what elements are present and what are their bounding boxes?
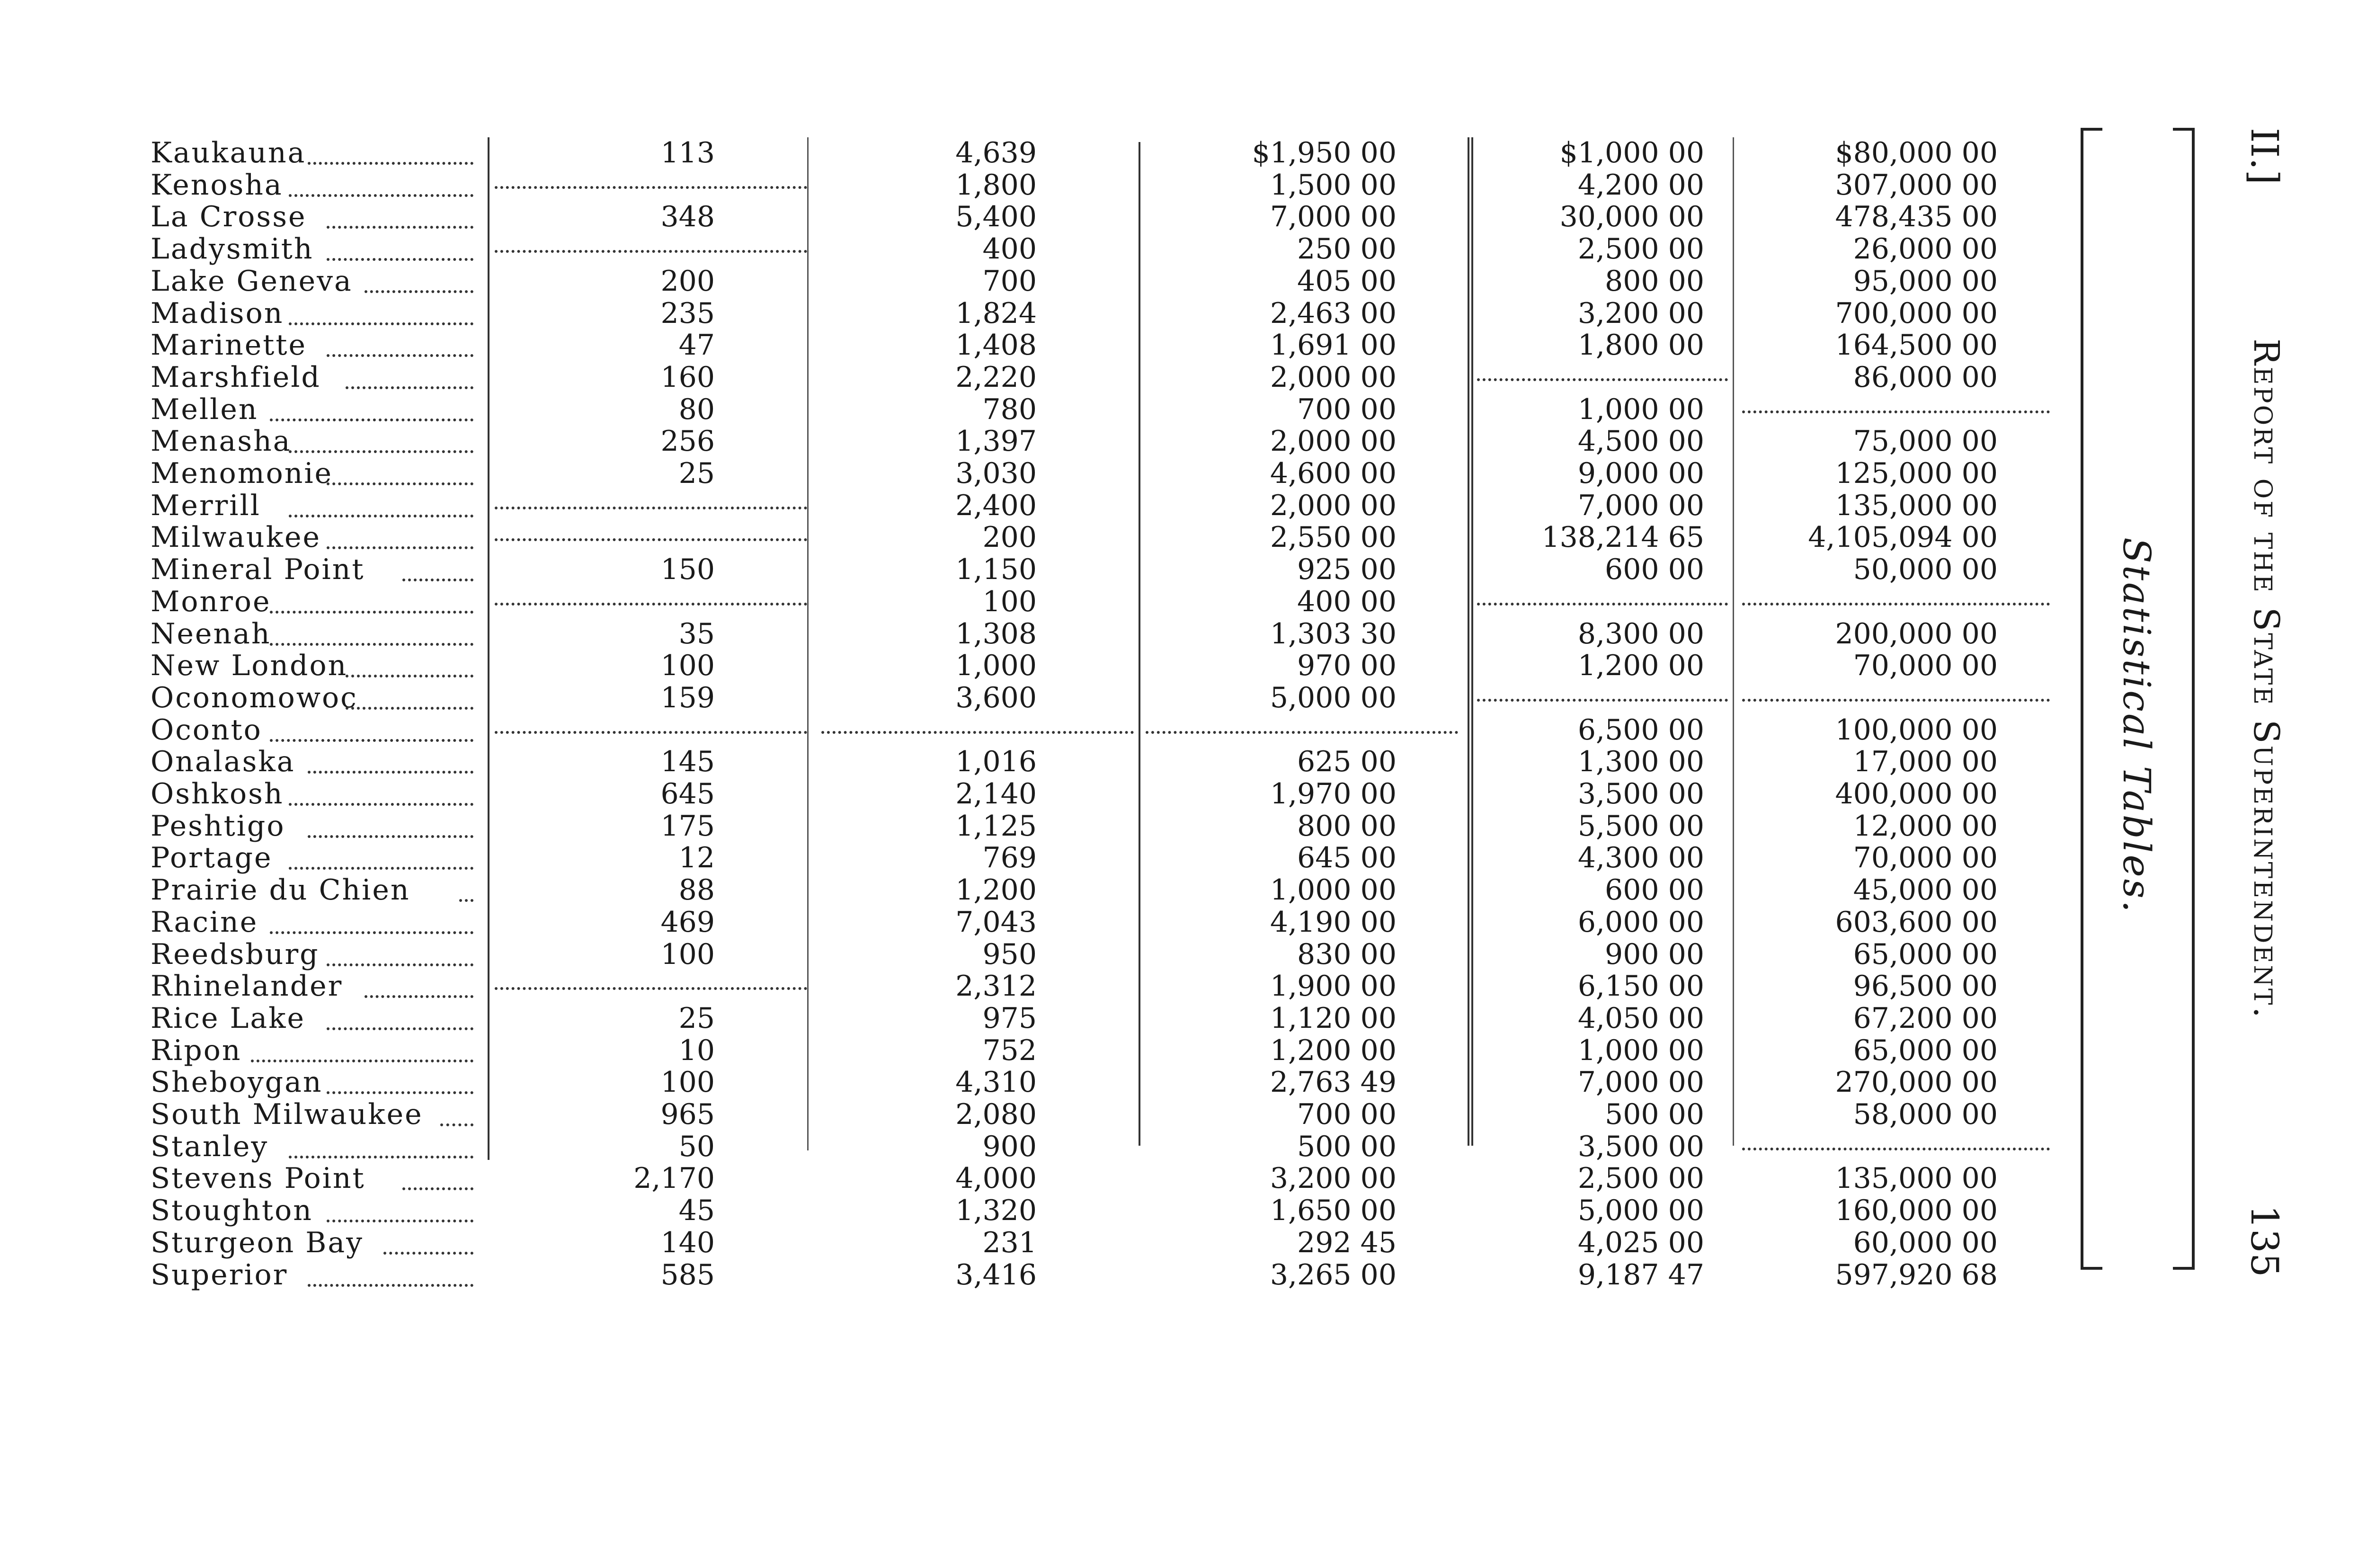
dot-leader [270, 643, 473, 646]
city-name: Neenah [151, 617, 271, 650]
table-cell-c1: 80 [678, 392, 715, 426]
table-cell-c3: 7,000 00 [1270, 200, 1397, 234]
table-cell-c4: 6,000 00 [1577, 905, 1704, 939]
table-cell-c2: 4,000 [955, 1162, 1037, 1195]
empty-cell-dots [495, 603, 807, 606]
part-number: II.] [2242, 128, 2287, 185]
table-cell-c4: 7,000 00 [1577, 489, 1704, 522]
city-name: Monroe [151, 585, 271, 618]
table-cell-c1: 100 [660, 937, 715, 971]
table-cell-c4: 1,000 00 [1577, 392, 1704, 426]
city-name: Mineral Point [151, 553, 365, 587]
table-cell-c4: 4,050 00 [1577, 1001, 1704, 1035]
table-cell-c2: 1,800 [955, 168, 1037, 202]
city-name: Reedsburg [151, 937, 320, 971]
table-cell-c3: 2,000 00 [1270, 489, 1397, 522]
table-cell-c1: 645 [660, 777, 715, 811]
dot-leader [251, 1060, 473, 1062]
column-rule [1139, 142, 1140, 1146]
table-cell-c3: 1,120 00 [1270, 1001, 1397, 1035]
table-cell-c5: 597,920 68 [1835, 1258, 1998, 1292]
table-cell-c3: 1,500 00 [1270, 168, 1397, 202]
table-cell-c5: 160,000 00 [1835, 1194, 1998, 1228]
table-cell-c3: 5,000 00 [1270, 681, 1397, 714]
dot-leader [383, 1252, 473, 1255]
table-cell-c3: 2,000 00 [1270, 360, 1397, 394]
city-name: Ladysmith [151, 232, 314, 266]
table-cell-c5: 270,000 00 [1835, 1066, 1998, 1099]
table-cell-c2: 950 [982, 937, 1037, 971]
table-cell-c5: 65,000 00 [1853, 937, 1998, 971]
table-cell-c3: 700 00 [1297, 392, 1397, 426]
table-cell-c5: 125,000 00 [1835, 457, 1998, 490]
table-cell-c3: 970 00 [1297, 649, 1397, 683]
city-name: Rice Lake [151, 1001, 306, 1035]
table-cell-c5: 95,000 00 [1853, 264, 1998, 298]
city-name: Menomonie [151, 457, 333, 490]
table-cell-c3: 925 00 [1297, 553, 1397, 587]
table-cell-c2: 5,400 [955, 200, 1037, 234]
table-cell-c4: 6,500 00 [1577, 713, 1704, 747]
table-cell-c5: 17,000 00 [1853, 745, 1998, 779]
table-cell-c4: 500 00 [1605, 1098, 1704, 1131]
table-cell-c4: 2,500 00 [1577, 1162, 1704, 1195]
table-cell-c4: 3,200 00 [1577, 296, 1704, 330]
table-cell-c4: 900 00 [1605, 937, 1704, 971]
city-name: Racine [151, 905, 258, 939]
table-cell-c1: 175 [660, 809, 715, 843]
dot-leader [327, 1091, 473, 1094]
dot-leader [270, 931, 473, 934]
table-cell-c5: 200,000 00 [1835, 617, 1998, 650]
table-cell-c3: 2,550 00 [1270, 521, 1397, 554]
empty-cell-dots [1146, 731, 1458, 734]
table-cell-c1: 469 [660, 905, 715, 939]
table-cell-c3: 3,200 00 [1270, 1162, 1397, 1195]
title-bracket-left [2081, 128, 2102, 1270]
table-cell-c5: 86,000 00 [1853, 360, 1998, 394]
table-cell-c4: 5,500 00 [1577, 809, 1704, 843]
dot-leader [289, 867, 473, 870]
table-cell-c1: 10 [678, 1033, 715, 1067]
table-cell-c4: 8,300 00 [1577, 617, 1704, 650]
city-name: Marshfield [151, 360, 321, 394]
table-cell-c4: 4,300 00 [1577, 841, 1704, 875]
table-cell-c2: 3,030 [955, 457, 1037, 490]
table-cell-c4: 9,000 00 [1577, 457, 1704, 490]
column-rule [1471, 137, 1473, 1146]
table-cell-c5: 70,000 00 [1853, 649, 1998, 683]
dot-leader [327, 258, 473, 261]
table-cell-c3: 1,000 00 [1270, 873, 1397, 907]
table-cell-c4: 1,300 00 [1577, 745, 1704, 779]
empty-cell-dots [1742, 1148, 2050, 1150]
page-number: 135 [2242, 1205, 2287, 1277]
table-cell-c3: 700 00 [1297, 1098, 1397, 1131]
table-cell-c4: 30,000 00 [1559, 200, 1704, 234]
table-cell-c4: 800 00 [1605, 264, 1704, 298]
empty-cell-dots [821, 731, 1134, 734]
city-name: Oshkosh [151, 777, 284, 811]
table-cell-c2: 2,220 [955, 360, 1037, 394]
table-cell-c5: 4,105,094 00 [1808, 521, 1998, 554]
city-name: Menasha [151, 425, 292, 458]
table-cell-c2: 7,043 [955, 905, 1037, 939]
table-cell-c1: 88 [678, 873, 715, 907]
empty-cell-dots [1742, 410, 2050, 413]
table-cell-c4: 600 00 [1605, 873, 1704, 907]
table-cell-c2: 231 [982, 1226, 1037, 1259]
table-cell-c3: 645 00 [1297, 841, 1397, 875]
dot-leader [459, 899, 473, 902]
city-name: Superior [151, 1258, 288, 1292]
table-cell-c4: 9,187 47 [1577, 1258, 1704, 1292]
city-name: Stevens Point [151, 1162, 365, 1195]
table-cell-c5: 60,000 00 [1853, 1226, 1998, 1259]
table-cell-c2: 4,310 [955, 1066, 1037, 1099]
empty-cell-dots [495, 987, 807, 990]
dot-leader [346, 675, 473, 677]
city-name: Sturgeon Bay [151, 1226, 364, 1259]
empty-cell-dots [1742, 603, 2050, 606]
dot-leader [308, 162, 473, 165]
table-cell-c2: 780 [982, 392, 1037, 426]
table-cell-c5: 100,000 00 [1835, 713, 1998, 747]
dot-leader [440, 1123, 473, 1126]
table-cell-c4: 4,200 00 [1577, 168, 1704, 202]
city-name: Portage [151, 841, 273, 875]
table-cell-c2: 1,150 [955, 553, 1037, 587]
table-cell-c4: 4,500 00 [1577, 425, 1704, 458]
dot-leader [327, 963, 473, 966]
table-cell-c2: 1,397 [955, 425, 1037, 458]
table-cell-c2: 1,408 [955, 329, 1037, 362]
city-name: La Crosse [151, 200, 307, 234]
city-name: South Milwaukee [151, 1098, 423, 1131]
table-cell-c3: 1,200 00 [1270, 1033, 1397, 1067]
empty-cell-dots [495, 538, 807, 541]
dot-leader [327, 354, 473, 357]
city-name: Stanley [151, 1130, 269, 1163]
dot-leader [308, 1284, 473, 1287]
dot-leader [270, 419, 473, 421]
dot-leader [402, 579, 473, 581]
table-cell-c2: 1,320 [955, 1194, 1037, 1228]
empty-cell-dots [495, 186, 807, 189]
column-rule [807, 137, 809, 1150]
table-cell-c4: 138,214 65 [1541, 521, 1704, 554]
table-cell-c5: 65,000 00 [1853, 1033, 1998, 1067]
city-name: Oconomowoc [151, 681, 358, 714]
table-cell-c5: 26,000 00 [1853, 232, 1998, 266]
dot-leader [289, 515, 473, 517]
table-cell-c2: 700 [982, 264, 1037, 298]
table-cell-c4: 6,150 00 [1577, 970, 1704, 1003]
table-cell-c4: 5,000 00 [1577, 1194, 1704, 1228]
table-cell-c4: 2,500 00 [1577, 232, 1704, 266]
city-name: Oconto [151, 713, 262, 747]
table-cell-c4: $1,000 00 [1559, 136, 1704, 169]
table-cell-c3: 1,900 00 [1270, 970, 1397, 1003]
table-cell-c3: 625 00 [1297, 745, 1397, 779]
table-cell-c1: 160 [660, 360, 715, 394]
table-cell-c2: 400 [982, 232, 1037, 266]
table-cell-c2: 3,600 [955, 681, 1037, 714]
city-name: New London [151, 649, 348, 683]
table-cell-c1: 200 [660, 264, 715, 298]
table-cell-c5: 700,000 00 [1835, 296, 1998, 330]
table-cell-c1: 140 [660, 1226, 715, 1259]
table-cell-c3: 4,600 00 [1270, 457, 1397, 490]
table-cell-c2: 1,016 [955, 745, 1037, 779]
table-cell-c3: 292 45 [1297, 1226, 1397, 1259]
dot-leader [346, 386, 473, 389]
dot-leader [289, 322, 473, 325]
dot-leader [289, 450, 473, 453]
table-cell-c1: 585 [660, 1258, 715, 1292]
table-cell-c3: 800 00 [1297, 809, 1397, 843]
table-cell-c4: 1,000 00 [1577, 1033, 1704, 1067]
table-cell-c1: 50 [678, 1130, 715, 1163]
city-name: Mellen [151, 392, 258, 426]
section-title: Statistical Tables. [2115, 537, 2159, 915]
table-cell-c2: 752 [982, 1033, 1037, 1067]
table-cell-c3: 2,000 00 [1270, 425, 1397, 458]
empty-cell-dots [495, 250, 807, 253]
city-name: Madison [151, 296, 284, 330]
table-cell-c2: 1,125 [955, 809, 1037, 843]
table-cell-c1: 113 [660, 136, 715, 169]
table-cell-c1: 12 [678, 841, 715, 875]
table-cell-c3: 400 00 [1297, 585, 1397, 618]
table-cell-c3: 1,970 00 [1270, 777, 1397, 811]
table-cell-c2: 975 [982, 1001, 1037, 1035]
column-rule [1468, 137, 1469, 1146]
table-cell-c5: 96,500 00 [1853, 970, 1998, 1003]
city-name: Sheboygan [151, 1066, 323, 1099]
table-cell-c3: 405 00 [1297, 264, 1397, 298]
city-name: Prairie du Chien [151, 873, 410, 907]
table-cell-c5: 307,000 00 [1835, 168, 1998, 202]
empty-cell-dots [495, 731, 807, 734]
table-cell-c2: 1,824 [955, 296, 1037, 330]
table-cell-c2: 900 [982, 1130, 1037, 1163]
table-cell-c4: 4,025 00 [1577, 1226, 1704, 1259]
table-cell-c4: 3,500 00 [1577, 1130, 1704, 1163]
column-rule [1733, 137, 1734, 1146]
dot-leader [308, 771, 473, 774]
table-cell-c5: 75,000 00 [1853, 425, 1998, 458]
dot-leader [365, 995, 473, 998]
empty-cell-dots [1477, 603, 1728, 606]
city-name: Kenosha [151, 168, 283, 202]
table-cell-c1: 348 [660, 200, 715, 234]
table-cell-c1: 159 [660, 681, 715, 714]
table-cell-c1: 256 [660, 425, 715, 458]
table-cell-c1: 2,170 [633, 1162, 715, 1195]
table-cell-c4: 3,500 00 [1577, 777, 1704, 811]
table-cell-c3: $1,950 00 [1252, 136, 1397, 169]
table-cell-c5: $80,000 00 [1835, 136, 1998, 169]
city-name: Onalaska [151, 745, 295, 779]
dot-leader [308, 835, 473, 838]
table-cell-c1: 47 [678, 329, 715, 362]
table-cell-c4: 600 00 [1605, 553, 1704, 587]
table-cell-c2: 200 [982, 521, 1037, 554]
table-cell-c1: 45 [678, 1194, 715, 1228]
table-cell-c5: 67,200 00 [1853, 1001, 1998, 1035]
table-cell-c5: 478,435 00 [1835, 200, 1998, 234]
city-name: Kaukauna [151, 136, 306, 169]
table-cell-c3: 830 00 [1297, 937, 1397, 971]
dot-leader [365, 290, 473, 293]
table-cell-c5: 50,000 00 [1853, 553, 1998, 587]
city-name: Rhinelander [151, 970, 343, 1003]
table-cell-c3: 4,190 00 [1270, 905, 1397, 939]
empty-cell-dots [1742, 699, 2050, 702]
table-cell-c5: 164,500 00 [1835, 329, 1998, 362]
dot-leader [289, 194, 473, 197]
city-name: Peshtigo [151, 809, 285, 843]
table-cell-c2: 4,639 [955, 136, 1037, 169]
table-cell-c3: 2,463 00 [1270, 296, 1397, 330]
dot-leader [270, 739, 473, 742]
table-cell-c2: 2,312 [955, 970, 1037, 1003]
table-cell-c5: 12,000 00 [1853, 809, 1998, 843]
empty-cell-dots [1477, 699, 1728, 702]
table-cell-c4: 1,200 00 [1577, 649, 1704, 683]
dot-leader [289, 1156, 473, 1158]
table-cell-c3: 500 00 [1297, 1130, 1397, 1163]
table-cell-c1: 25 [678, 457, 715, 490]
table-cell-c5: 135,000 00 [1835, 1162, 1998, 1195]
table-cell-c2: 2,140 [955, 777, 1037, 811]
column-rule [488, 137, 489, 1160]
table-cell-c1: 35 [678, 617, 715, 650]
table-cell-c5: 603,600 00 [1835, 905, 1998, 939]
table-cell-c2: 100 [982, 585, 1037, 618]
running-header: Report of the State Superintendent. [2246, 339, 2287, 1020]
table-cell-c2: 1,000 [955, 649, 1037, 683]
dot-leader [346, 707, 473, 710]
table-cell-c3: 2,763 49 [1270, 1066, 1397, 1099]
table-cell-c2: 769 [982, 841, 1037, 875]
dot-leader [327, 226, 473, 229]
dot-leader [327, 546, 473, 549]
table-cell-c4: 1,800 00 [1577, 329, 1704, 362]
table-cell-c1: 100 [660, 1066, 715, 1099]
city-name: Marinette [151, 329, 307, 362]
table-cell-c2: 1,200 [955, 873, 1037, 907]
table-cell-c1: 100 [660, 649, 715, 683]
dot-leader [327, 482, 473, 485]
table-cell-c3: 250 00 [1297, 232, 1397, 266]
table-cell-c1: 965 [660, 1098, 715, 1131]
table-cell-c4: 7,000 00 [1577, 1066, 1704, 1099]
title-bracket-right [2173, 128, 2195, 1270]
dot-leader [402, 1187, 473, 1190]
table-cell-c5: 400,000 00 [1835, 777, 1998, 811]
table-cell-c3: 1,650 00 [1270, 1194, 1397, 1228]
city-name: Stoughton [151, 1194, 313, 1228]
table-cell-c2: 2,400 [955, 489, 1037, 522]
table-cell-c1: 145 [660, 745, 715, 779]
city-name: Ripon [151, 1033, 242, 1067]
city-name: Lake Geneva [151, 264, 353, 298]
table-cell-c5: 45,000 00 [1853, 873, 1998, 907]
table-cell-c1: 150 [660, 553, 715, 587]
empty-cell-dots [1477, 378, 1728, 381]
empty-cell-dots [495, 507, 807, 509]
table-cell-c2: 2,080 [955, 1098, 1037, 1131]
table-cell-c3: 1,691 00 [1270, 329, 1397, 362]
city-name: Milwaukee [151, 521, 321, 554]
table-cell-c3: 1,303 30 [1270, 617, 1397, 650]
dot-leader [327, 1220, 473, 1222]
city-name: Merrill [151, 489, 261, 522]
table-cell-c1: 235 [660, 296, 715, 330]
table-cell-c3: 3,265 00 [1270, 1258, 1397, 1292]
dot-leader [327, 1027, 473, 1030]
table-cell-c5: 58,000 00 [1853, 1098, 1998, 1131]
table-cell-c2: 1,308 [955, 617, 1037, 650]
dot-leader [289, 803, 473, 806]
table-cell-c5: 135,000 00 [1835, 489, 1998, 522]
dot-leader [270, 611, 473, 614]
table-cell-c1: 25 [678, 1001, 715, 1035]
table-cell-c2: 3,416 [955, 1258, 1037, 1292]
table-cell-c5: 70,000 00 [1853, 841, 1998, 875]
